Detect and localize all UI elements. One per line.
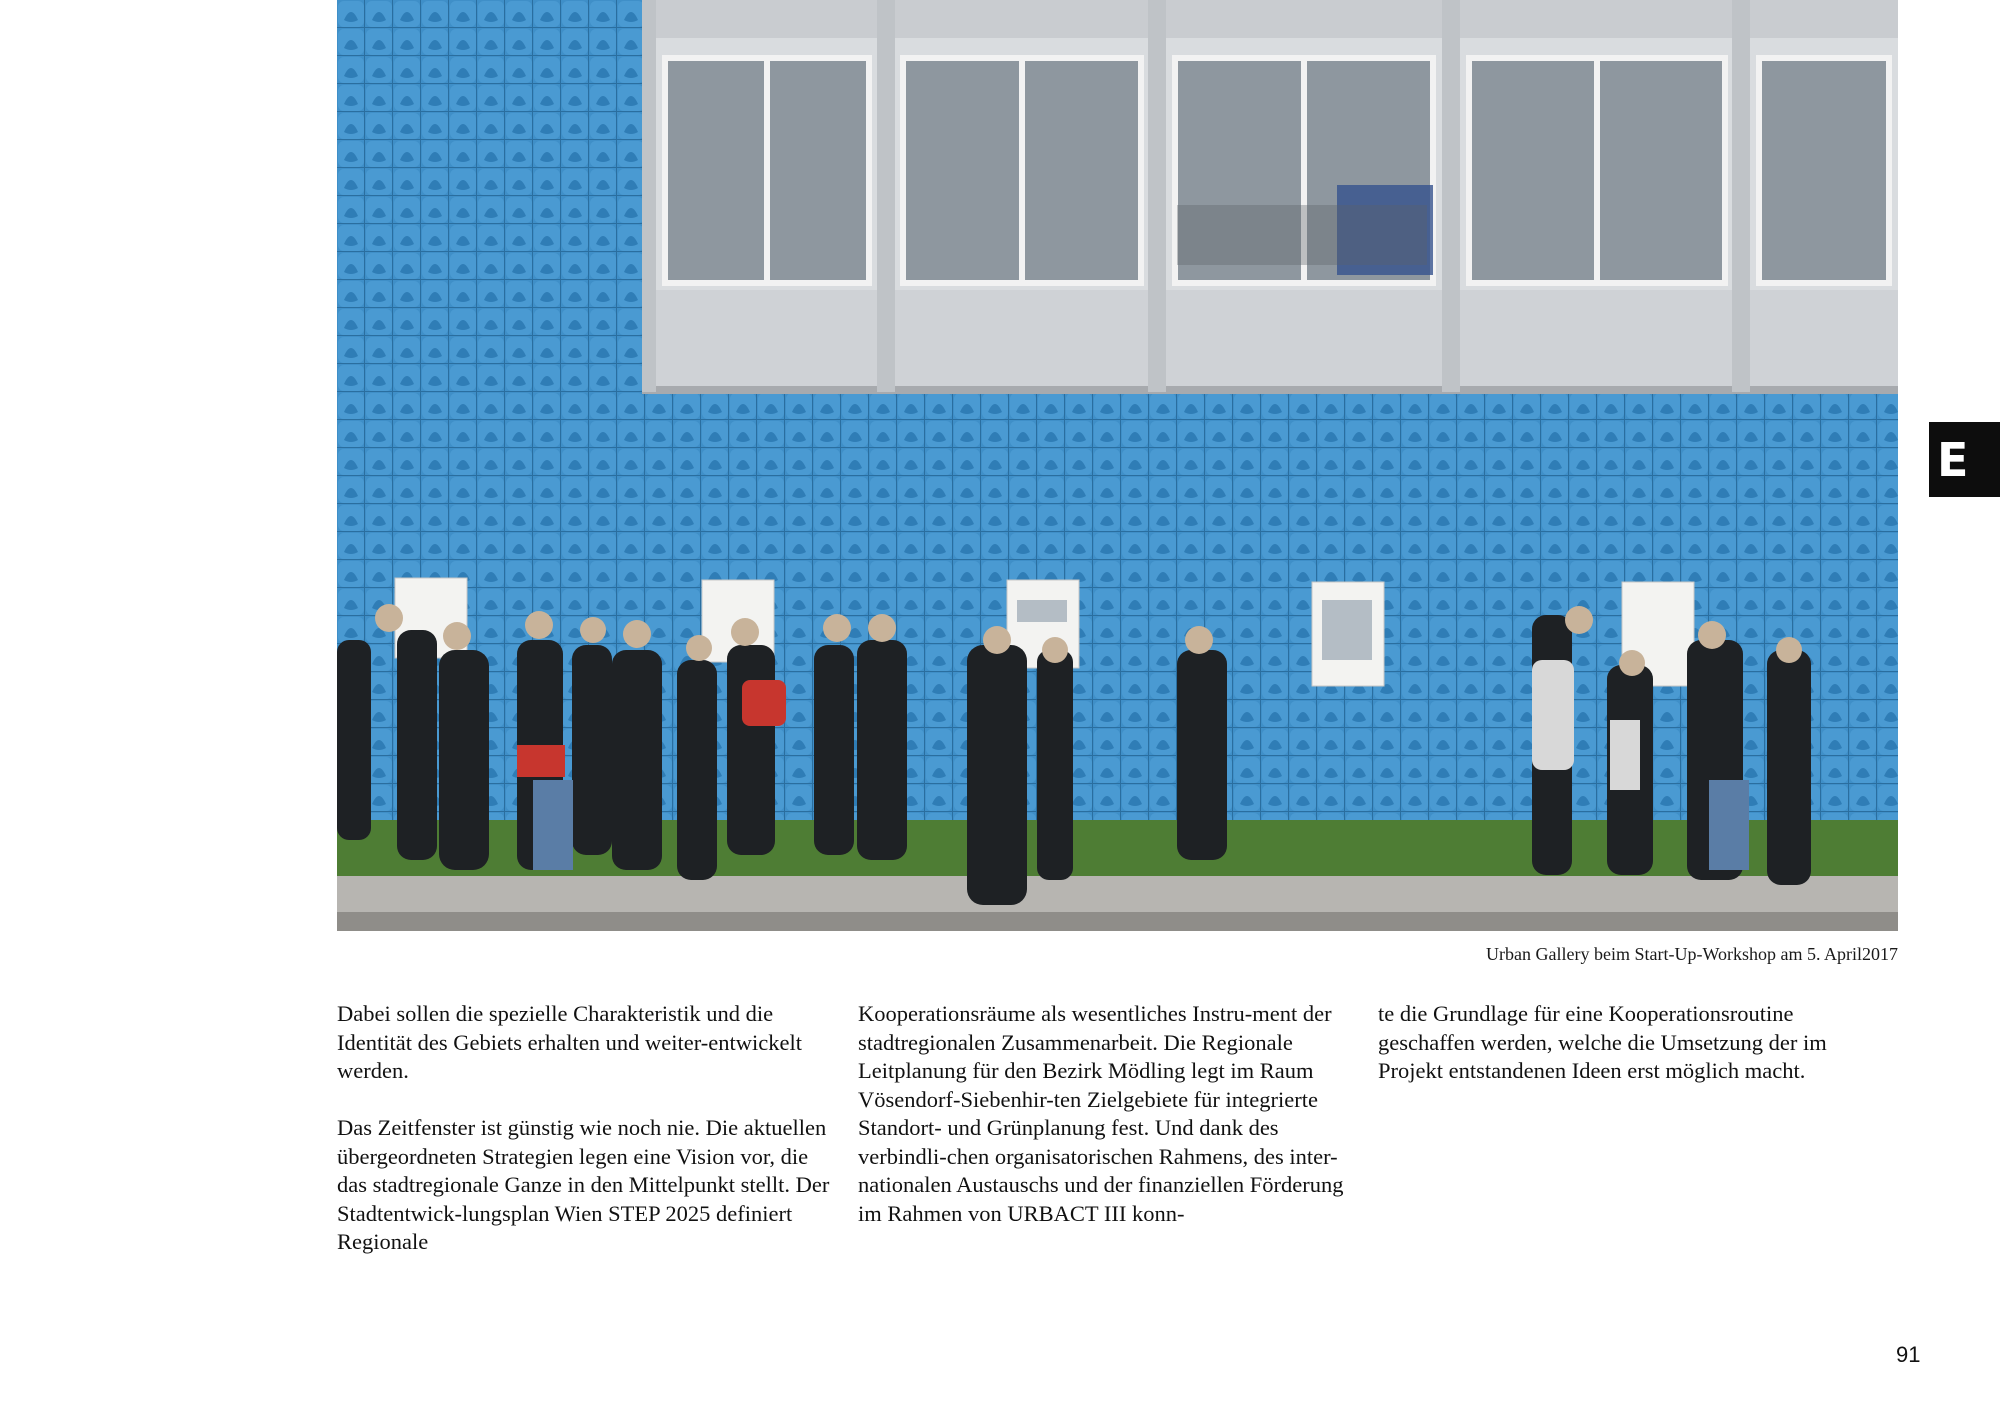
paragraph: Das Zeitfenster ist günstig wie noch nie. Die aktuellen übergeordneten Strategien legen eine Vision vor, die das stadtregionale Ganze in den Mittelpunkt stellt. Der Stadtentwick-lungsplan Wien STEP 2025 definiert Regionale [337,1115,830,1254]
text-column-1 [337,1000,832,1285]
photo-caption: Urban Gallery beim Start-Up-Workshop am 5. April2017 [1486,944,1898,964]
section-tab: E [1929,422,2000,497]
photo-urban-gallery [337,0,1898,931]
paragraph: Dabei sollen die spezielle Charakteristik und die Identität des Gebiets erhalten und weiter-entwickelt werden. [337,1001,802,1083]
page-number: 91 [1896,1342,1921,1367]
text-column-3 [1378,1000,1873,1114]
paragraph: te die Grundlage für eine Kooperationsroutine geschaffen werden, welche die Umsetzung der im Projekt entstandenen Ideen erst möglich macht. [1378,1001,1827,1083]
paragraph: Kooperationsräume als wesentliches Instru-ment der stadtregionalen Zusammenarbeit. Die Regionale Leitplanung für den Bezirk Mödling legt im Raum Vösendorf-Siebenhir-ten Zielgebiete für integrierte Standort- und Grünplanung fest. Und dank des verbindli-chen organisatorischen Rahmens, des inter-nationalen Austauschs und der finanziellen Förderung im Rahmen von URBACT III konn- [858,1001,1344,1226]
text-column-2 [858,1000,1353,1257]
window-band [642,0,1898,394]
